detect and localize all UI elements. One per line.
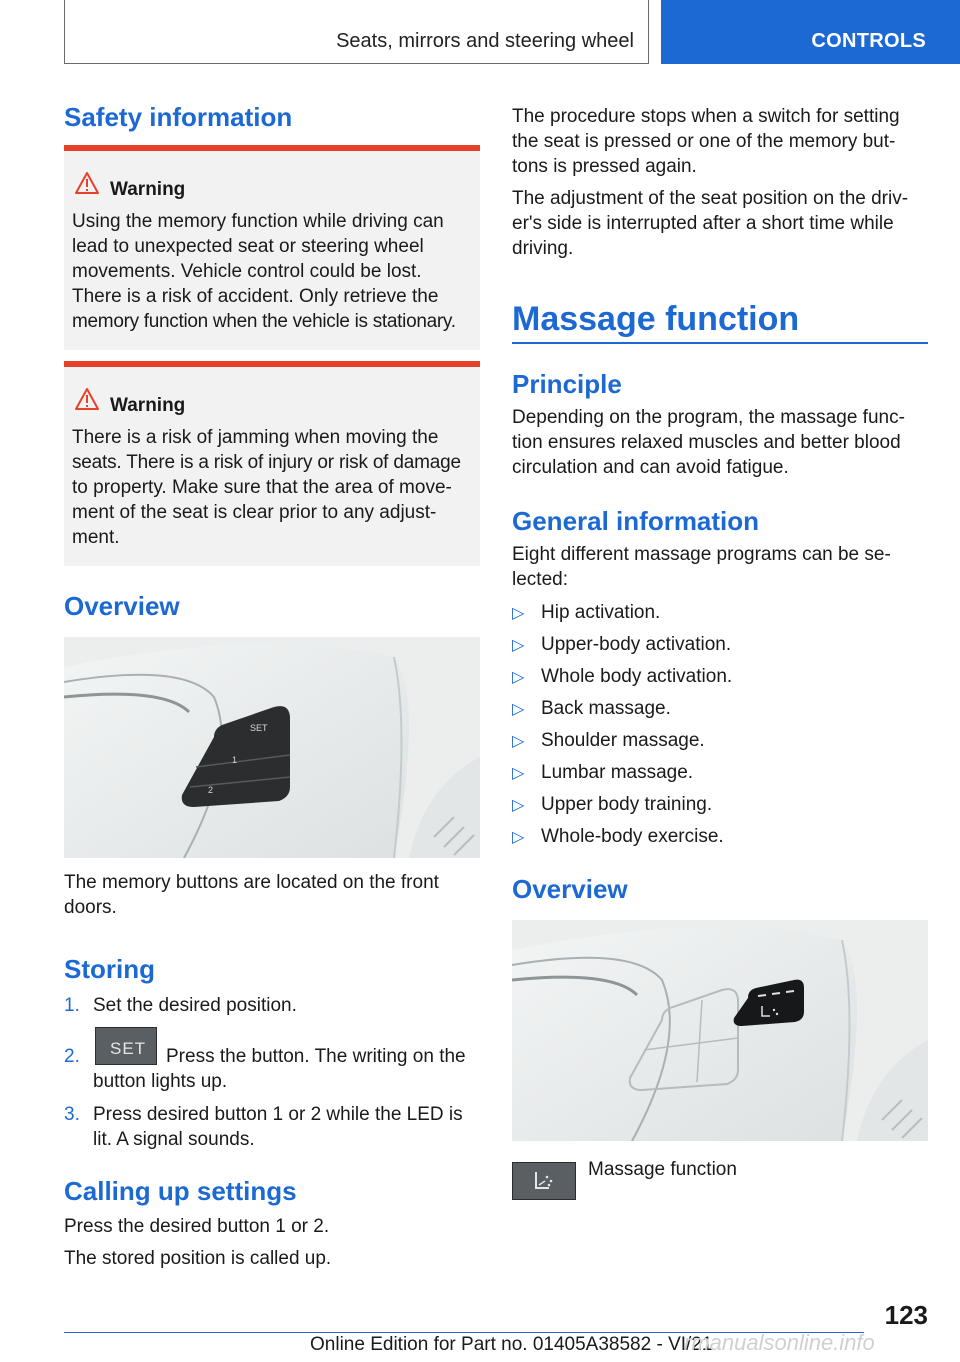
body-line: er's side is interrupted after a short time while: [512, 213, 894, 234]
body-line: Depending on the program, the massage func-: [512, 407, 905, 428]
warning-line: ment of the seat is clear prior to any adjust-: [72, 502, 437, 523]
heading-rule: [512, 342, 928, 344]
warning-line: Using the memory function while driving can: [72, 211, 444, 232]
list-item-text: Back massage.: [541, 698, 671, 719]
list-item: [512, 728, 928, 760]
triangle-bullet-icon: ▷: [512, 829, 525, 846]
step-text: button lights up.: [93, 1071, 228, 1092]
principle-text: [512, 405, 928, 480]
warning-triangle-icon: [74, 387, 100, 411]
procedure-text: [512, 104, 928, 261]
step-text: Set the desired position.: [93, 995, 297, 1016]
safety-heading: Safety information: [64, 102, 293, 132]
list-item: [512, 664, 928, 696]
list-item-text: Whole-body exercise.: [541, 826, 724, 847]
watermark: rmanualsonline.info: [684, 1330, 875, 1355]
warning-box-2: [64, 361, 480, 566]
warning-line: movements. Vehicle control could be lost.: [72, 261, 422, 282]
triangle-bullet-icon: ▷: [512, 605, 525, 622]
memory-buttons-illustration: [64, 637, 480, 858]
list-item-text: Whole body activation.: [541, 666, 733, 687]
calling-up-text: [64, 1214, 480, 1271]
warning-text: [72, 209, 476, 334]
massage-switch-illustration: [512, 920, 928, 1141]
warning-line: memory function when the vehicle is stationary.: [72, 311, 456, 332]
body-line: The procedure stops when a switch for setting: [512, 106, 900, 127]
list-item: [512, 824, 928, 856]
triangle-bullet-icon: ▷: [512, 637, 525, 654]
step-number: 1.: [64, 995, 80, 1016]
overview-caption: [64, 870, 480, 920]
general-info-text: [512, 542, 928, 592]
warning-line: ment.: [72, 527, 120, 548]
list-item-text: Upper-body activation.: [541, 634, 732, 655]
button-2-label: 2: [208, 785, 214, 795]
body-line: lected:: [512, 569, 568, 590]
massage-program-list: [512, 600, 928, 856]
body-line: tons is pressed again.: [512, 156, 697, 177]
button-1-label: 1: [232, 755, 238, 765]
list-item-text: Upper body training.: [541, 794, 713, 815]
storing-heading: Storing: [64, 954, 155, 984]
calling-up-heading: Calling up settings: [64, 1176, 297, 1206]
step-number: 3.: [64, 1104, 80, 1125]
triangle-bullet-icon: ▷: [512, 669, 525, 686]
list-item-text: Lumbar massage.: [541, 762, 694, 783]
page-number: 123: [884, 1300, 928, 1330]
body-line: The adjustment of the seat position on the driv-: [512, 188, 909, 209]
triangle-bullet-icon: ▷: [512, 765, 525, 782]
warning-line: There is a risk of jamming when moving the: [72, 427, 439, 448]
massage-icon-caption: Massage function: [588, 1159, 737, 1180]
step-text: Press desired button 1 or 2 while the LED is: [93, 1104, 463, 1125]
list-item: [512, 760, 928, 792]
header-section-title: Seats, mirrors and steering wheel: [336, 30, 634, 52]
header-chapter-tab: [661, 0, 960, 64]
warning-line: to property. Make sure that the area of move-: [72, 477, 452, 498]
list-item-text: Shoulder massage.: [541, 730, 705, 751]
footer-edition: Online Edition for Part no. 01405A38582 - VI/21: [310, 1334, 713, 1355]
body-line: Eight different massage programs can be se-: [512, 544, 891, 565]
massage-function-heading: Massage function: [512, 300, 800, 338]
header-chapter-label: CONTROLS: [811, 30, 926, 52]
list-item: [512, 600, 928, 632]
triangle-bullet-icon: ▷: [512, 701, 525, 718]
massage-seat-icon: [512, 1162, 576, 1200]
step-text: lit. A signal sounds.: [93, 1129, 255, 1150]
warning-line: seats. There is a risk of injury or risk of damage: [72, 452, 461, 473]
set-icon-label: SET: [110, 1039, 147, 1058]
body-line: driving.: [512, 238, 574, 259]
header-section-box: [64, 0, 649, 64]
body-line: The stored position is called up.: [64, 1248, 332, 1269]
body-line: Press the desired button 1 or 2.: [64, 1216, 330, 1237]
storing-step-3: [64, 1102, 480, 1152]
list-item: [512, 696, 928, 728]
body-line: circulation and can avoid fatigue.: [512, 457, 789, 478]
storing-step-1: [64, 993, 480, 1018]
body-line: the seat is pressed or one of the memory but-: [512, 131, 896, 152]
list-item: [512, 632, 928, 664]
triangle-bullet-icon: ▷: [512, 797, 525, 814]
step-number: 2.: [64, 1046, 80, 1067]
overview-heading-right: Overview: [512, 874, 628, 904]
step-text: Press the button. The writing on the: [166, 1046, 466, 1067]
caption-line: The memory buttons are located on the front: [64, 872, 439, 893]
list-item: [512, 792, 928, 824]
warning-title: Warning: [110, 395, 186, 416]
general-info-heading: General information: [512, 506, 760, 536]
triangle-bullet-icon: ▷: [512, 733, 525, 750]
warning-title: Warning: [110, 179, 186, 200]
warning-line: There is a risk of accident. Only retrieve the: [72, 286, 439, 307]
overview-heading: Overview: [64, 591, 180, 621]
warning-line: lead to unexpected seat or steering wheel: [72, 236, 424, 257]
warning-triangle-icon: [74, 171, 100, 195]
principle-heading: Principle: [512, 369, 622, 399]
warning-box-1: [64, 145, 480, 350]
storing-step-2: [64, 1039, 480, 1094]
set-button-label: SET: [250, 723, 268, 733]
caption-line: doors.: [64, 897, 117, 918]
body-line: tion ensures relaxed muscles and better blood: [512, 432, 901, 453]
list-item-text: Hip activation.: [541, 602, 661, 623]
warning-text: [72, 425, 476, 550]
set-button-icon: [95, 1027, 157, 1065]
